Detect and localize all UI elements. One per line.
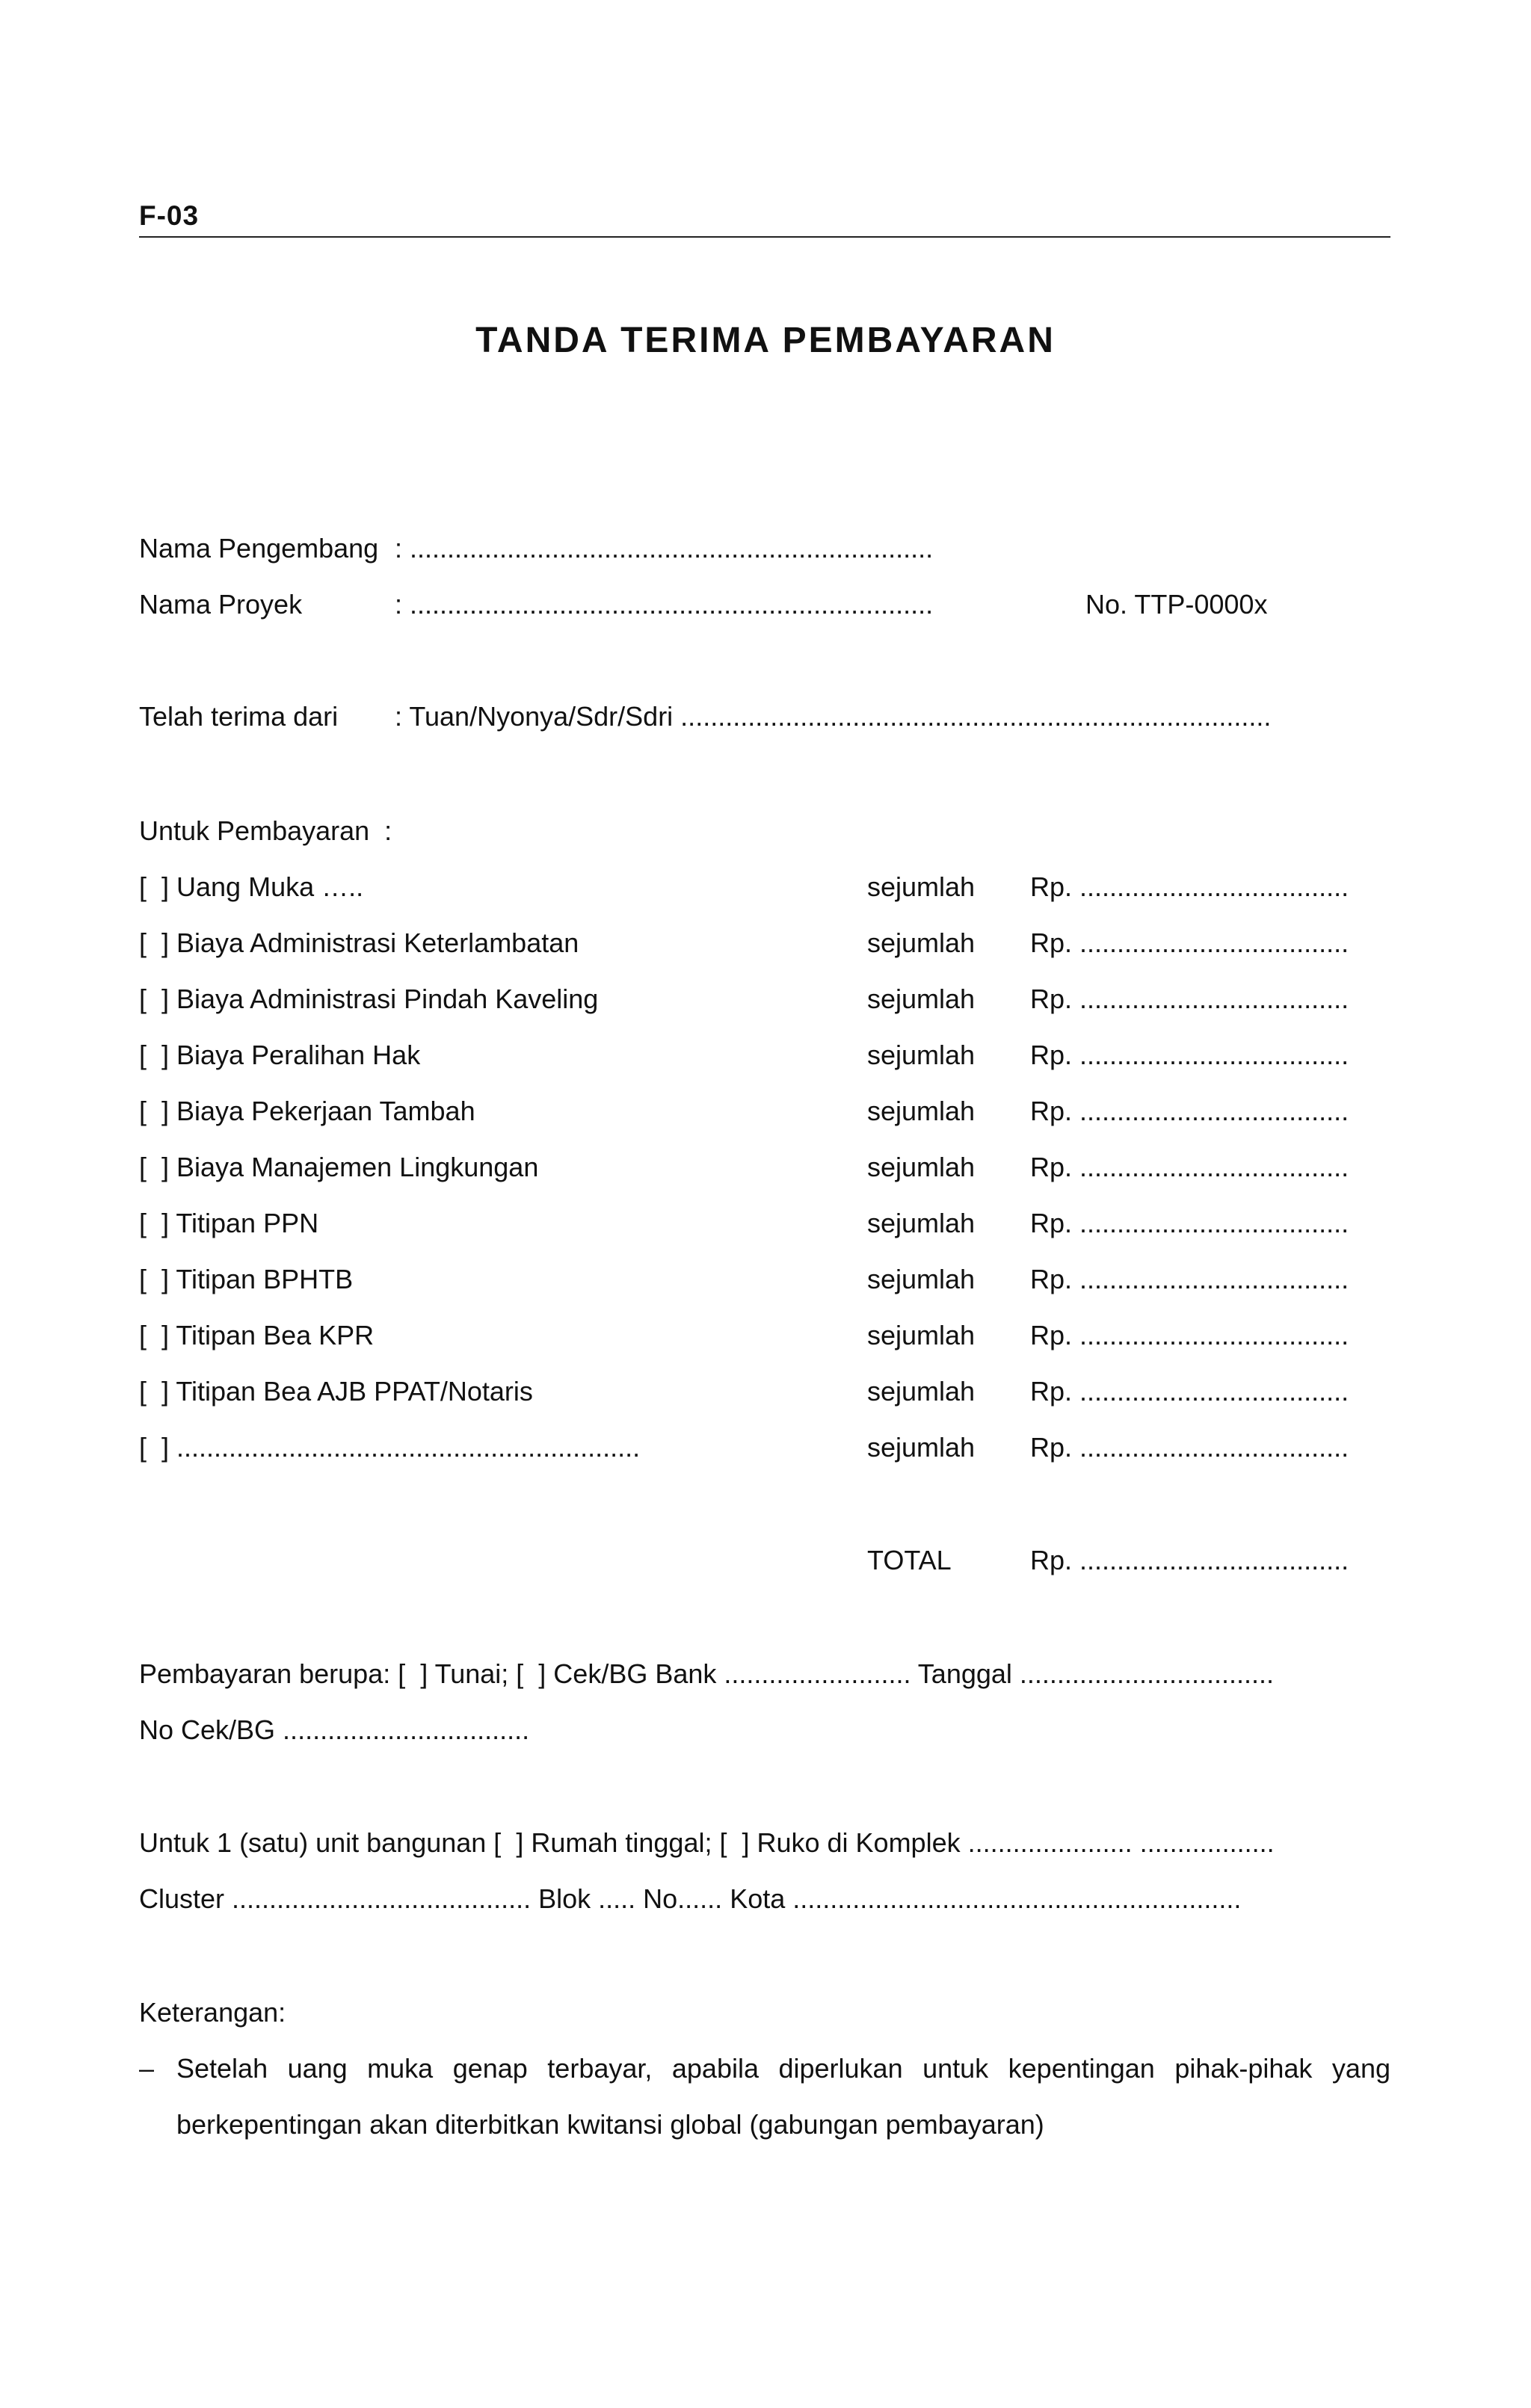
amount-field[interactable]: Rp. .................................... — [1030, 1320, 1349, 1350]
payment-item-checkbox-label[interactable]: [ ] Biaya Pekerjaan Tambah — [139, 1096, 475, 1126]
amount-field[interactable]: Rp. .................................... — [1030, 871, 1349, 902]
payment-item-row — [0, 1207, 1531, 1240]
form-code: F-03 — [139, 200, 200, 231]
payment-item-row — [0, 1151, 1531, 1184]
payment-item-row — [0, 1039, 1531, 1072]
payment-item-row — [0, 1319, 1531, 1352]
payment-item-row — [0, 1095, 1531, 1128]
document-number: No. TTP-0000x — [1085, 589, 1268, 620]
nama-pengembang-label: Nama Pengembang — [139, 533, 379, 564]
payment-item-checkbox-label[interactable]: [ ] Titipan Bea AJB PPAT/Notaris — [139, 1376, 533, 1407]
amount-field[interactable]: Rp. .................................... — [1030, 1264, 1349, 1294]
header-rule — [139, 236, 1390, 238]
nama-proyek-label: Nama Proyek — [139, 589, 303, 620]
sejumlah-label: sejumlah — [867, 1040, 976, 1070]
notes-heading: Keterangan: — [139, 1997, 286, 2028]
sejumlah-label: sejumlah — [867, 927, 976, 958]
notes-text-line: Setelah uang muka genap terbayar, apabila diperlukan untuk kepentingan pihak-pihak yang — [176, 2053, 1390, 2084]
total-label: TOTAL — [867, 1545, 952, 1575]
nama-pengembang-field[interactable]: : ...................................................................... — [395, 533, 934, 564]
sejumlah-label: sejumlah — [867, 1320, 976, 1350]
payment-item-checkbox-label[interactable]: [ ] Biaya Administrasi Keterlambatan — [139, 927, 579, 958]
untuk-pembayaran-label: Untuk Pembayaran : — [139, 815, 392, 846]
telah-terima-label: Telah terima dari — [139, 701, 339, 732]
payment-item-row — [0, 983, 1531, 1016]
unit-type-line[interactable]: Untuk 1 (satu) unit bangunan [ ] Rumah tinggal; [ ] Ruko di Komplek ...................... .................. — [139, 1827, 1275, 1858]
amount-field[interactable]: Rp. .................................... — [1030, 1376, 1349, 1407]
payment-item-checkbox-label[interactable]: [ ] Biaya Manajemen Lingkungan — [139, 1152, 539, 1182]
amount-field[interactable]: Rp. .................................... — [1030, 984, 1349, 1014]
telah-terima-field[interactable]: : Tuan/Nyonya/Sdr/Sdri ............................................................................... — [395, 701, 1272, 732]
nama-proyek-field[interactable]: : ...................................................................... — [395, 589, 934, 620]
payment-item-row — [0, 1375, 1531, 1408]
payment-item-row — [0, 1263, 1531, 1296]
payment-item-row — [0, 871, 1531, 904]
amount-field[interactable]: Rp. .................................... — [1030, 1208, 1349, 1238]
sejumlah-label: sejumlah — [867, 1432, 976, 1463]
sejumlah-label: sejumlah — [867, 984, 976, 1014]
payment-item-checkbox-label[interactable]: [ ] Uang Muka ….. — [139, 871, 364, 902]
payment-item-checkbox-label[interactable]: [ ] Biaya Peralihan Hak — [139, 1040, 421, 1070]
sejumlah-label: sejumlah — [867, 1096, 976, 1126]
sejumlah-label: sejumlah — [867, 1264, 976, 1294]
sejumlah-label: sejumlah — [867, 1376, 976, 1407]
payment-item-checkbox-label[interactable]: [ ] .............................................................. — [139, 1432, 641, 1463]
amount-field[interactable]: Rp. .................................... — [1030, 1152, 1349, 1182]
payment-item-row — [0, 927, 1531, 960]
payment-method-line[interactable]: Pembayaran berupa: [ ] Tunai; [ ] Cek/BG Bank ......................... Tanggal .................................. — [139, 1658, 1274, 1689]
document-title: TANDA TERIMA PEMBAYARAN — [475, 321, 1056, 360]
total-amount-field[interactable]: Rp. .................................... — [1030, 1545, 1349, 1575]
payment-item-row — [0, 1431, 1531, 1464]
amount-field[interactable]: Rp. .................................... — [1030, 1040, 1349, 1070]
payment-item-checkbox-label[interactable]: [ ] Biaya Administrasi Pindah Kaveling — [139, 984, 599, 1014]
payment-item-checkbox-label[interactable]: [ ] Titipan PPN — [139, 1208, 319, 1238]
payment-item-checkbox-label[interactable]: [ ] Titipan Bea KPR — [139, 1320, 375, 1350]
sejumlah-label: sejumlah — [867, 1152, 976, 1182]
sejumlah-label: sejumlah — [867, 1208, 976, 1238]
sejumlah-label: sejumlah — [867, 871, 976, 902]
amount-field[interactable]: Rp. .................................... — [1030, 1096, 1349, 1126]
notes-text-line: berkepentingan akan diterbitkan kwitansi global (gabungan pembayaran) — [176, 2109, 1044, 2140]
amount-field[interactable]: Rp. .................................... — [1030, 927, 1349, 958]
amount-field[interactable]: Rp. .................................... — [1030, 1432, 1349, 1463]
payment-item-checkbox-label[interactable]: [ ] Titipan BPHTB — [139, 1264, 354, 1294]
bullet-dash: – — [139, 2053, 155, 2084]
cheque-number-line[interactable]: No Cek/BG ................................. — [139, 1714, 530, 1745]
unit-location-line[interactable]: Cluster ........................................ Blok ..... No...... Kota ............................................................ — [139, 1883, 1242, 1914]
